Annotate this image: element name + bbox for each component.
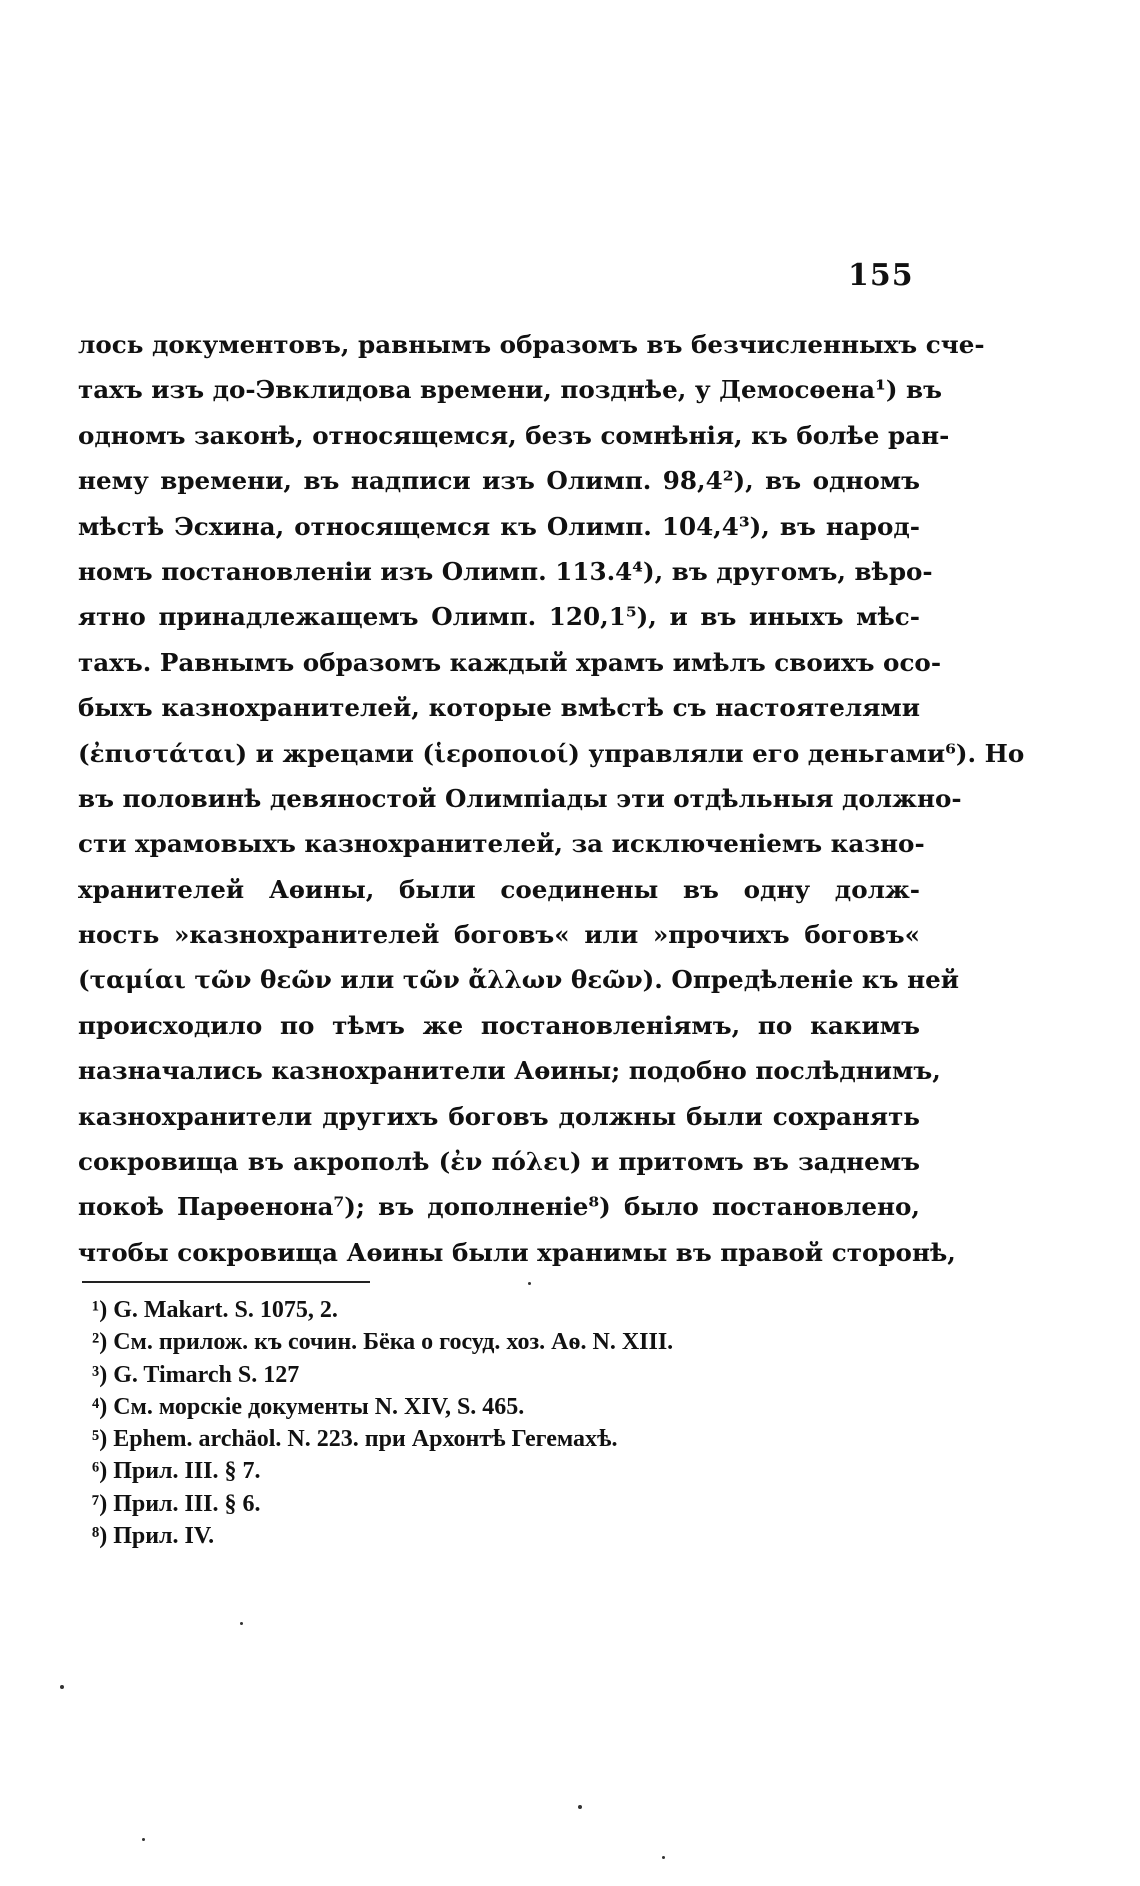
text-line: нему времени, въ надписи изъ Олимп. 98,4²), въ одномъ bbox=[78, 466, 920, 496]
footnote: ⁸) Прил. IV. bbox=[92, 1523, 215, 1550]
text-line: тахъ изъ до-Эвклидова времени, позднѣе, у Демосѳена¹) въ bbox=[78, 375, 942, 405]
text-line: чтобы сокровища Аѳины были хранимы въ правой сторонѣ, bbox=[78, 1237, 956, 1267]
text-line: покоѣ Парѳенона⁷); въ дополненіе⁸) было постановлено, bbox=[78, 1192, 920, 1222]
text-line: тахъ. Равнымъ образомъ каждый храмъ имѣлъ своихъ осо- bbox=[78, 647, 942, 677]
text-line: въ половинѣ девяностой Олимпіады эти отдѣльныя должно- bbox=[78, 783, 962, 813]
scan-speck bbox=[578, 1805, 582, 1809]
text-line: лось документовъ, равнымъ образомъ въ безчисленныхъ сче- bbox=[78, 330, 985, 359]
scan-speck bbox=[142, 1838, 145, 1841]
page-number: 155 bbox=[848, 258, 914, 293]
scan-speck bbox=[662, 1856, 665, 1859]
text-line: (ἐπιστάται) и жрецами (ἱεροποιοί) управляли его деньгами⁶). Но bbox=[78, 738, 1025, 768]
text-line: (ταμίαι τῶν θεῶν или τῶν ἄλλων θεῶν). Опредѣленіе къ ней bbox=[78, 965, 959, 995]
footnote: ³) G. Timarch S. 127 bbox=[92, 1361, 300, 1388]
footnote: ⁷) Прил. III. § 6. bbox=[92, 1490, 261, 1517]
text-line: казнохранители другихъ боговъ должны были сохранять bbox=[78, 1101, 920, 1131]
text-line: назначались казнохранители Аѳины; подобно послѣднимъ, bbox=[78, 1056, 941, 1086]
text-line: мѣстѣ Эсхина, относящемся къ Олимп. 104,4³), въ народ- bbox=[78, 511, 920, 541]
footnote: ⁵) Ephem. archäol. N. 223. при Архонтѣ Гегемахѣ. bbox=[92, 1426, 618, 1453]
text-line: номъ постановленіи изъ Олимп. 113.4⁴), въ другомъ, вѣро- bbox=[78, 556, 933, 586]
text-line: сти храмовыхъ казнохранителей, за исключеніемъ казно- bbox=[78, 829, 925, 859]
footnote: ⁴) См. морскіе документы N. XIV, S. 465. bbox=[92, 1393, 525, 1420]
text-line: одномъ законѣ, относящемся, безъ сомнѣнія, къ болѣе ран- bbox=[78, 420, 950, 450]
text-line: происходило по тѣмъ же постановленіямъ, по какимъ bbox=[78, 1010, 920, 1040]
text-line: хранителей Аѳины, были соединены въ одну долж- bbox=[78, 874, 920, 904]
text-line: быхъ казнохранителей, которые вмѣстѣ съ настоятелями bbox=[78, 693, 920, 723]
scan-speck bbox=[60, 1685, 64, 1689]
text-line: ятно принадлежащемъ Олимп. 120,1⁵), и въ иныхъ мѣс- bbox=[78, 602, 920, 632]
footnotes bbox=[92, 1294, 892, 1552]
text-line: ность »казнохранителей боговъ« или »прочихъ боговъ« bbox=[78, 920, 920, 950]
footnote: ¹) G. Makart. S. 1075, 2. bbox=[92, 1297, 338, 1323]
footnote: ⁶) Прил. III. § 7. bbox=[92, 1458, 261, 1485]
footnote: ²) См. прилож. къ сочин. Бёка о госуд. хоз. Аѳ. N. XIII. bbox=[92, 1329, 674, 1356]
body-text bbox=[78, 322, 1025, 1275]
scan-speck bbox=[240, 1622, 243, 1625]
scan-speck bbox=[528, 1282, 531, 1285]
text-line: сокровища въ акрополѣ (ἐν πόλει) и притомъ въ заднемъ bbox=[78, 1147, 920, 1177]
footnote-rule bbox=[82, 1281, 370, 1283]
